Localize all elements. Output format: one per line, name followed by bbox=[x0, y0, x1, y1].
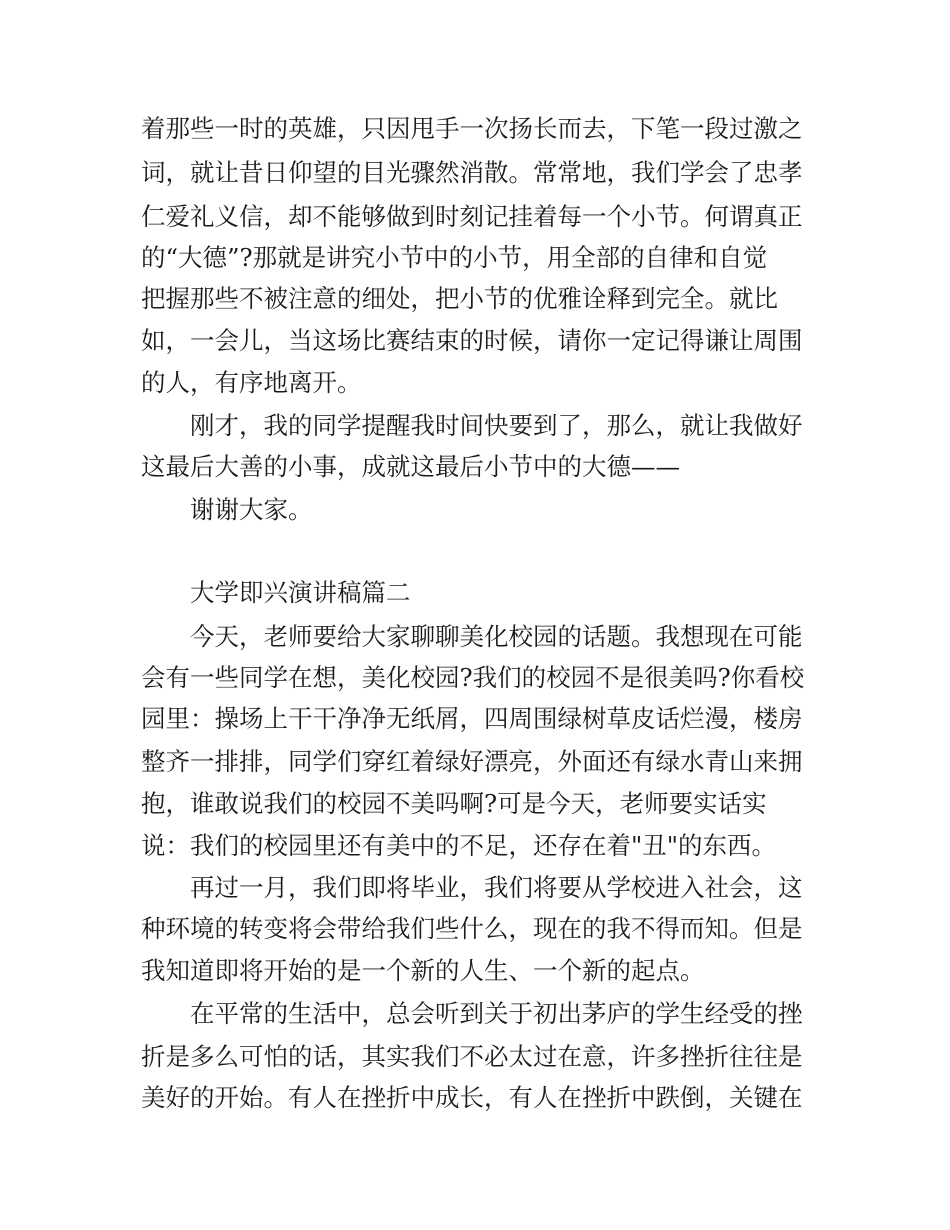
section-heading: 大学即兴演讲稿篇二 bbox=[190, 578, 411, 607]
text-line: 的“大德”?那就是讲究小节中的小节，用全部的自律和自觉 bbox=[141, 243, 768, 272]
text-line: 会有一些同学在想，美化校园?我们的校园不是很美吗?你看校 bbox=[141, 663, 805, 692]
paragraph-first-line: 刚才，我的同学提醒我时间快要到了，那么，就让我做好 bbox=[190, 411, 803, 440]
text-line: 这最后大善的小事，成就这最后小节中的大德—— bbox=[141, 452, 680, 481]
text-line: 如，一会儿，当这场比赛结束的时候，请你一定记得谦让周围 bbox=[141, 326, 803, 355]
text-line: 种环境的转变将会带给我们些什么，现在的我不得而知。但是 bbox=[141, 914, 803, 943]
text-line: 的人，有序地离开。 bbox=[141, 368, 362, 397]
text-line: 整齐一排排，同学们穿红着绿好漂亮，外面还有绿水青山来拥 bbox=[141, 747, 803, 776]
text-line: 仁爱礼义信，却不能够做到时刻记挂着每一个小节。何谓真正 bbox=[141, 202, 803, 231]
text-line: 着那些一时的英雄，只因甩手一次扬长而去，下笔一段过激之 bbox=[141, 114, 803, 143]
text-line: 美好的开始。有人在挫折中成长，有人在挫折中跌倒，关键在 bbox=[141, 1083, 803, 1112]
paragraph-first-line: 在平常的生活中，总会听到关于初出茅庐的学生经受的挫 bbox=[190, 999, 803, 1028]
paragraph-first-line: 再过一月，我们即将毕业，我们将要从学校进入社会，这 bbox=[190, 873, 803, 902]
text-line: 抱，谁敢说我们的校园不美吗啊?可是今天，老师要实话实 bbox=[141, 789, 767, 818]
text-line: 把握那些不被注意的细处，把小节的优雅诠释到完全。就比 bbox=[141, 284, 778, 313]
paragraph-first-line: 今天，老师要给大家聊聊美化校园的话题。我想现在可能 bbox=[190, 622, 803, 651]
text-line: 词，就让昔日仰望的目光骤然消散。常常地，我们学会了忠孝 bbox=[141, 158, 803, 187]
closing-line: 谢谢大家。 bbox=[190, 495, 313, 524]
text-line: 折是多么可怕的话，其实我们不必太过在意，许多挫折往往是 bbox=[141, 1042, 803, 1071]
text-line: 说：我们的校园里还有美中的不足，还存在着"丑"的东西。 bbox=[141, 831, 777, 860]
text-line: 我知道即将开始的是一个新的人生、一个新的起点。 bbox=[141, 956, 705, 985]
text-line: 园里：操场上干干净净无纸屑，四周围绿树草皮话烂漫，楼房 bbox=[141, 704, 803, 733]
